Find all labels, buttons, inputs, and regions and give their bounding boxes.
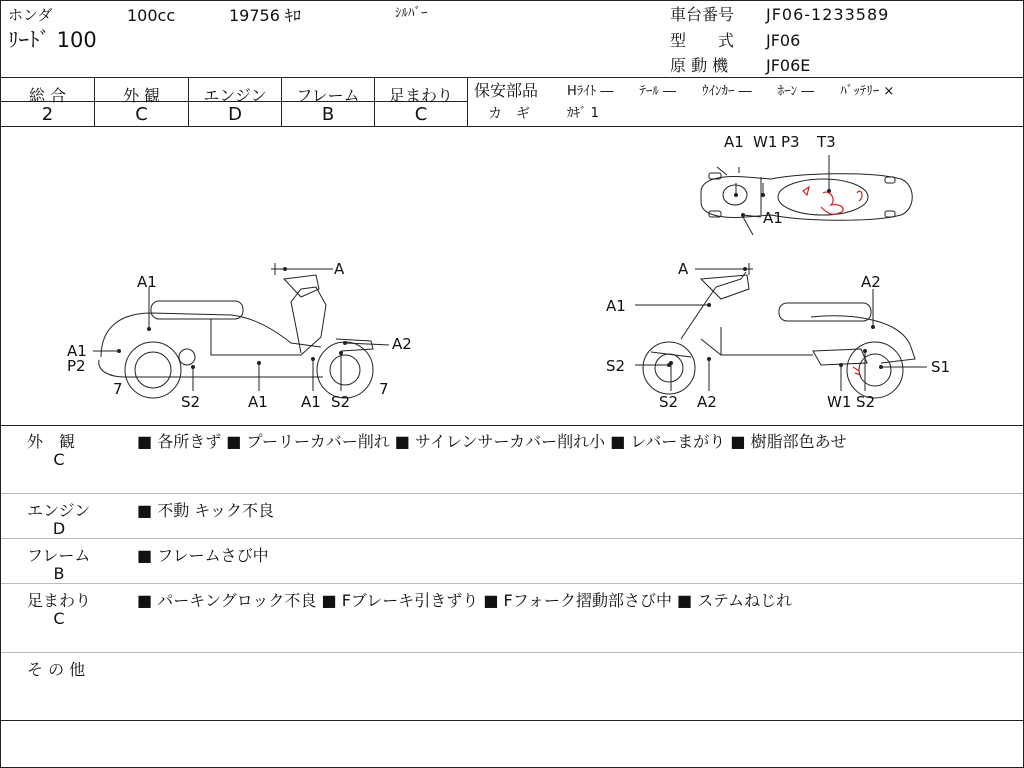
right-label-w1: W1: [827, 393, 852, 411]
chassis-label: 車台番号: [670, 5, 735, 24]
left-label-s2: S2: [181, 393, 201, 411]
model-name: ﾘｰﾄﾞ 100: [8, 28, 97, 52]
maker: ホンダ: [8, 6, 53, 24]
right-label-a2-b: A2: [697, 393, 717, 411]
chassis-value: JF06-1233589: [766, 5, 890, 24]
section-frame-label: フレーム: [27, 546, 91, 565]
right-label-s1: S1: [931, 358, 951, 376]
section-exterior-label: 外 観: [27, 432, 76, 451]
key-value: ｶｷﾞ 1: [567, 106, 599, 121]
right-label-s2: S2: [606, 357, 626, 375]
divider: [1, 652, 1023, 653]
right-label-a2: A2: [861, 273, 881, 291]
grade-suspension-label: 足まわり: [388, 86, 453, 105]
divider: [1, 538, 1023, 539]
grade-engine-label: エンジン: [203, 86, 267, 105]
grade-frame-value: B: [321, 104, 335, 125]
section-frame-grade: B: [53, 564, 65, 583]
engine-value: JF06E: [766, 56, 811, 75]
divider: [1, 493, 1023, 494]
type-label: 型 式: [670, 31, 735, 50]
top-label-t3: T3: [817, 133, 836, 151]
left-label-a1-b: A1: [67, 342, 87, 360]
section-exterior-grade: C: [53, 450, 65, 469]
top-label-a1: A1: [724, 133, 744, 151]
grade-exterior-label: 外 観: [122, 86, 161, 105]
grade-overall-value: 2: [41, 104, 54, 125]
section-engine-remarks: ■ 不動 キック不良: [137, 501, 274, 520]
section-suspension-grade: C: [53, 609, 65, 628]
safety-parts: Hﾗｲﾄ ― ﾃｰﾙ ― ｳｲﾝｶｰ ― ﾎｰﾝ ― ﾊﾞｯﾃﾘｰ ×: [567, 84, 895, 99]
left-label-a1-c: A1: [248, 393, 268, 411]
divider: [1, 583, 1023, 584]
grade-suspension-value: C: [414, 104, 428, 125]
type-value: JF06: [766, 31, 801, 50]
left-label-a1: A1: [137, 273, 157, 291]
top-label-w1: W1: [753, 133, 778, 151]
grade-frame-label: フレーム: [296, 86, 360, 105]
divider: [1, 720, 1023, 721]
section-engine-grade: D: [52, 519, 66, 538]
key-label: カ ギ: [488, 106, 530, 122]
mileage: 19756 ｷﾛ: [229, 6, 301, 25]
right-label-a: A: [678, 260, 689, 278]
left-label-s2-b: S2: [331, 393, 351, 411]
damage-marks: [803, 187, 862, 375]
left-label-7-b: 7: [379, 380, 389, 398]
divider: [1, 425, 1023, 426]
section-frame-remarks: ■ フレームさび中: [137, 546, 269, 565]
damage-diagram: [1, 127, 1023, 425]
right-label-s2-c: S2: [856, 393, 876, 411]
section-engine-label: エンジン: [27, 501, 91, 520]
right-label-a1: A1: [606, 297, 626, 315]
left-label-7: 7: [113, 380, 123, 398]
section-suspension-label: 足まわり: [27, 591, 92, 610]
grade-exterior-value: C: [135, 104, 148, 125]
left-label-a2: A2: [392, 335, 412, 353]
section-suspension-remarks: ■ パーキングロック不良 ■ Fブレーキ引きずり ■ Fフォーク摺動部さび中 ■ ステムねじれ: [137, 591, 793, 610]
diagram-leaders: [93, 155, 927, 391]
engine-label: 原 動 機: [670, 56, 729, 75]
top-label-p3: P3: [781, 133, 800, 151]
scooter-top-view: [701, 167, 912, 235]
grade-engine-value: D: [228, 104, 242, 125]
left-label-p2: P2: [67, 357, 86, 375]
right-label-s2-b: S2: [659, 393, 679, 411]
displacement: 100cc: [127, 6, 176, 25]
safety-label: 保安部品: [474, 81, 539, 100]
left-label-a1-d: A1: [301, 393, 321, 411]
divider: [1, 77, 1023, 78]
top-label-a1-b: A1: [763, 209, 783, 227]
color: ｼﾙﾊﾞｰ: [395, 6, 428, 21]
left-label-a: A: [334, 260, 345, 278]
grade-overall-label: 総 合: [28, 86, 67, 105]
section-other-label: そ の 他: [27, 660, 86, 679]
divider: [467, 78, 468, 126]
section-exterior-remarks: ■ 各所きず ■ プーリーカバー削れ ■ サイレンサーカバー削れ小 ■ レバーまがり ■ 樹脂部色あせ: [137, 432, 847, 451]
